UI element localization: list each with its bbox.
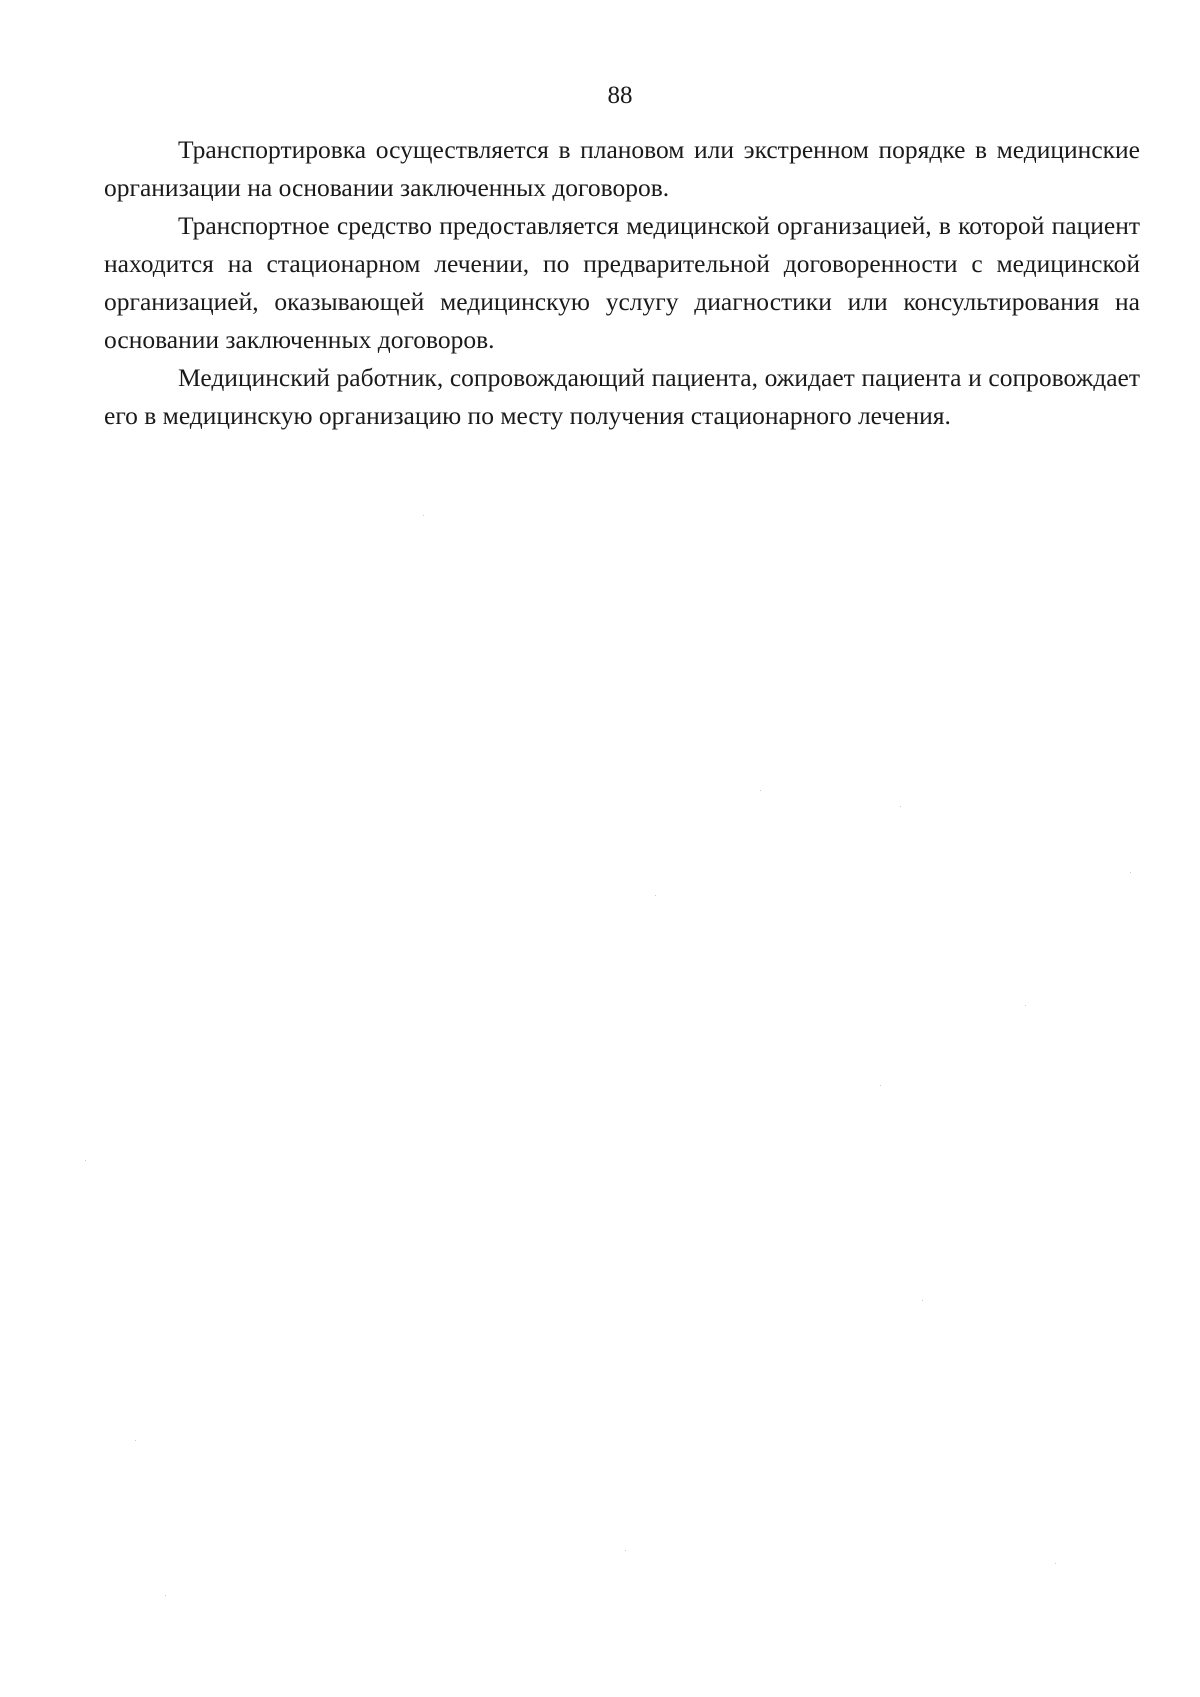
page-number: 88 [607, 82, 633, 109]
scan-speck [135, 1440, 136, 1441]
scan-speck [1130, 872, 1131, 873]
paragraph-vehicle: Транспортное средство предоставляется медицинской организацией, в которой пациент находится на стационарном лечении, по предварительной договоренности с медицинской организацией, оказывающей медицинскую услугу диагностики или консультирования на основании заключенных договоров. [104, 211, 1140, 354]
scan-speck [625, 1550, 626, 1551]
paragraph-transportation: Транспортировка осуществляется в плановом или экстренном порядке в медицинские организации на основании заключенных договоров. [104, 135, 1140, 202]
scan-speck [165, 1595, 166, 1596]
paragraph-medical-worker: Медицинский работник, сопровождающий пациента, ожидает пациента и сопровождает его в медицинскую организацию по месту получения стационарного лечения. [104, 363, 1140, 430]
scan-speck [423, 515, 424, 516]
scan-speck [1055, 1563, 1056, 1564]
scan-speck [760, 790, 761, 791]
document-body [104, 131, 1140, 435]
scan-speck [900, 806, 901, 807]
scan-speck [880, 1085, 881, 1086]
scan-speck [1025, 1005, 1026, 1006]
scan-speck [85, 1160, 86, 1161]
scan-speck [655, 895, 656, 896]
scan-speck [922, 1300, 923, 1301]
